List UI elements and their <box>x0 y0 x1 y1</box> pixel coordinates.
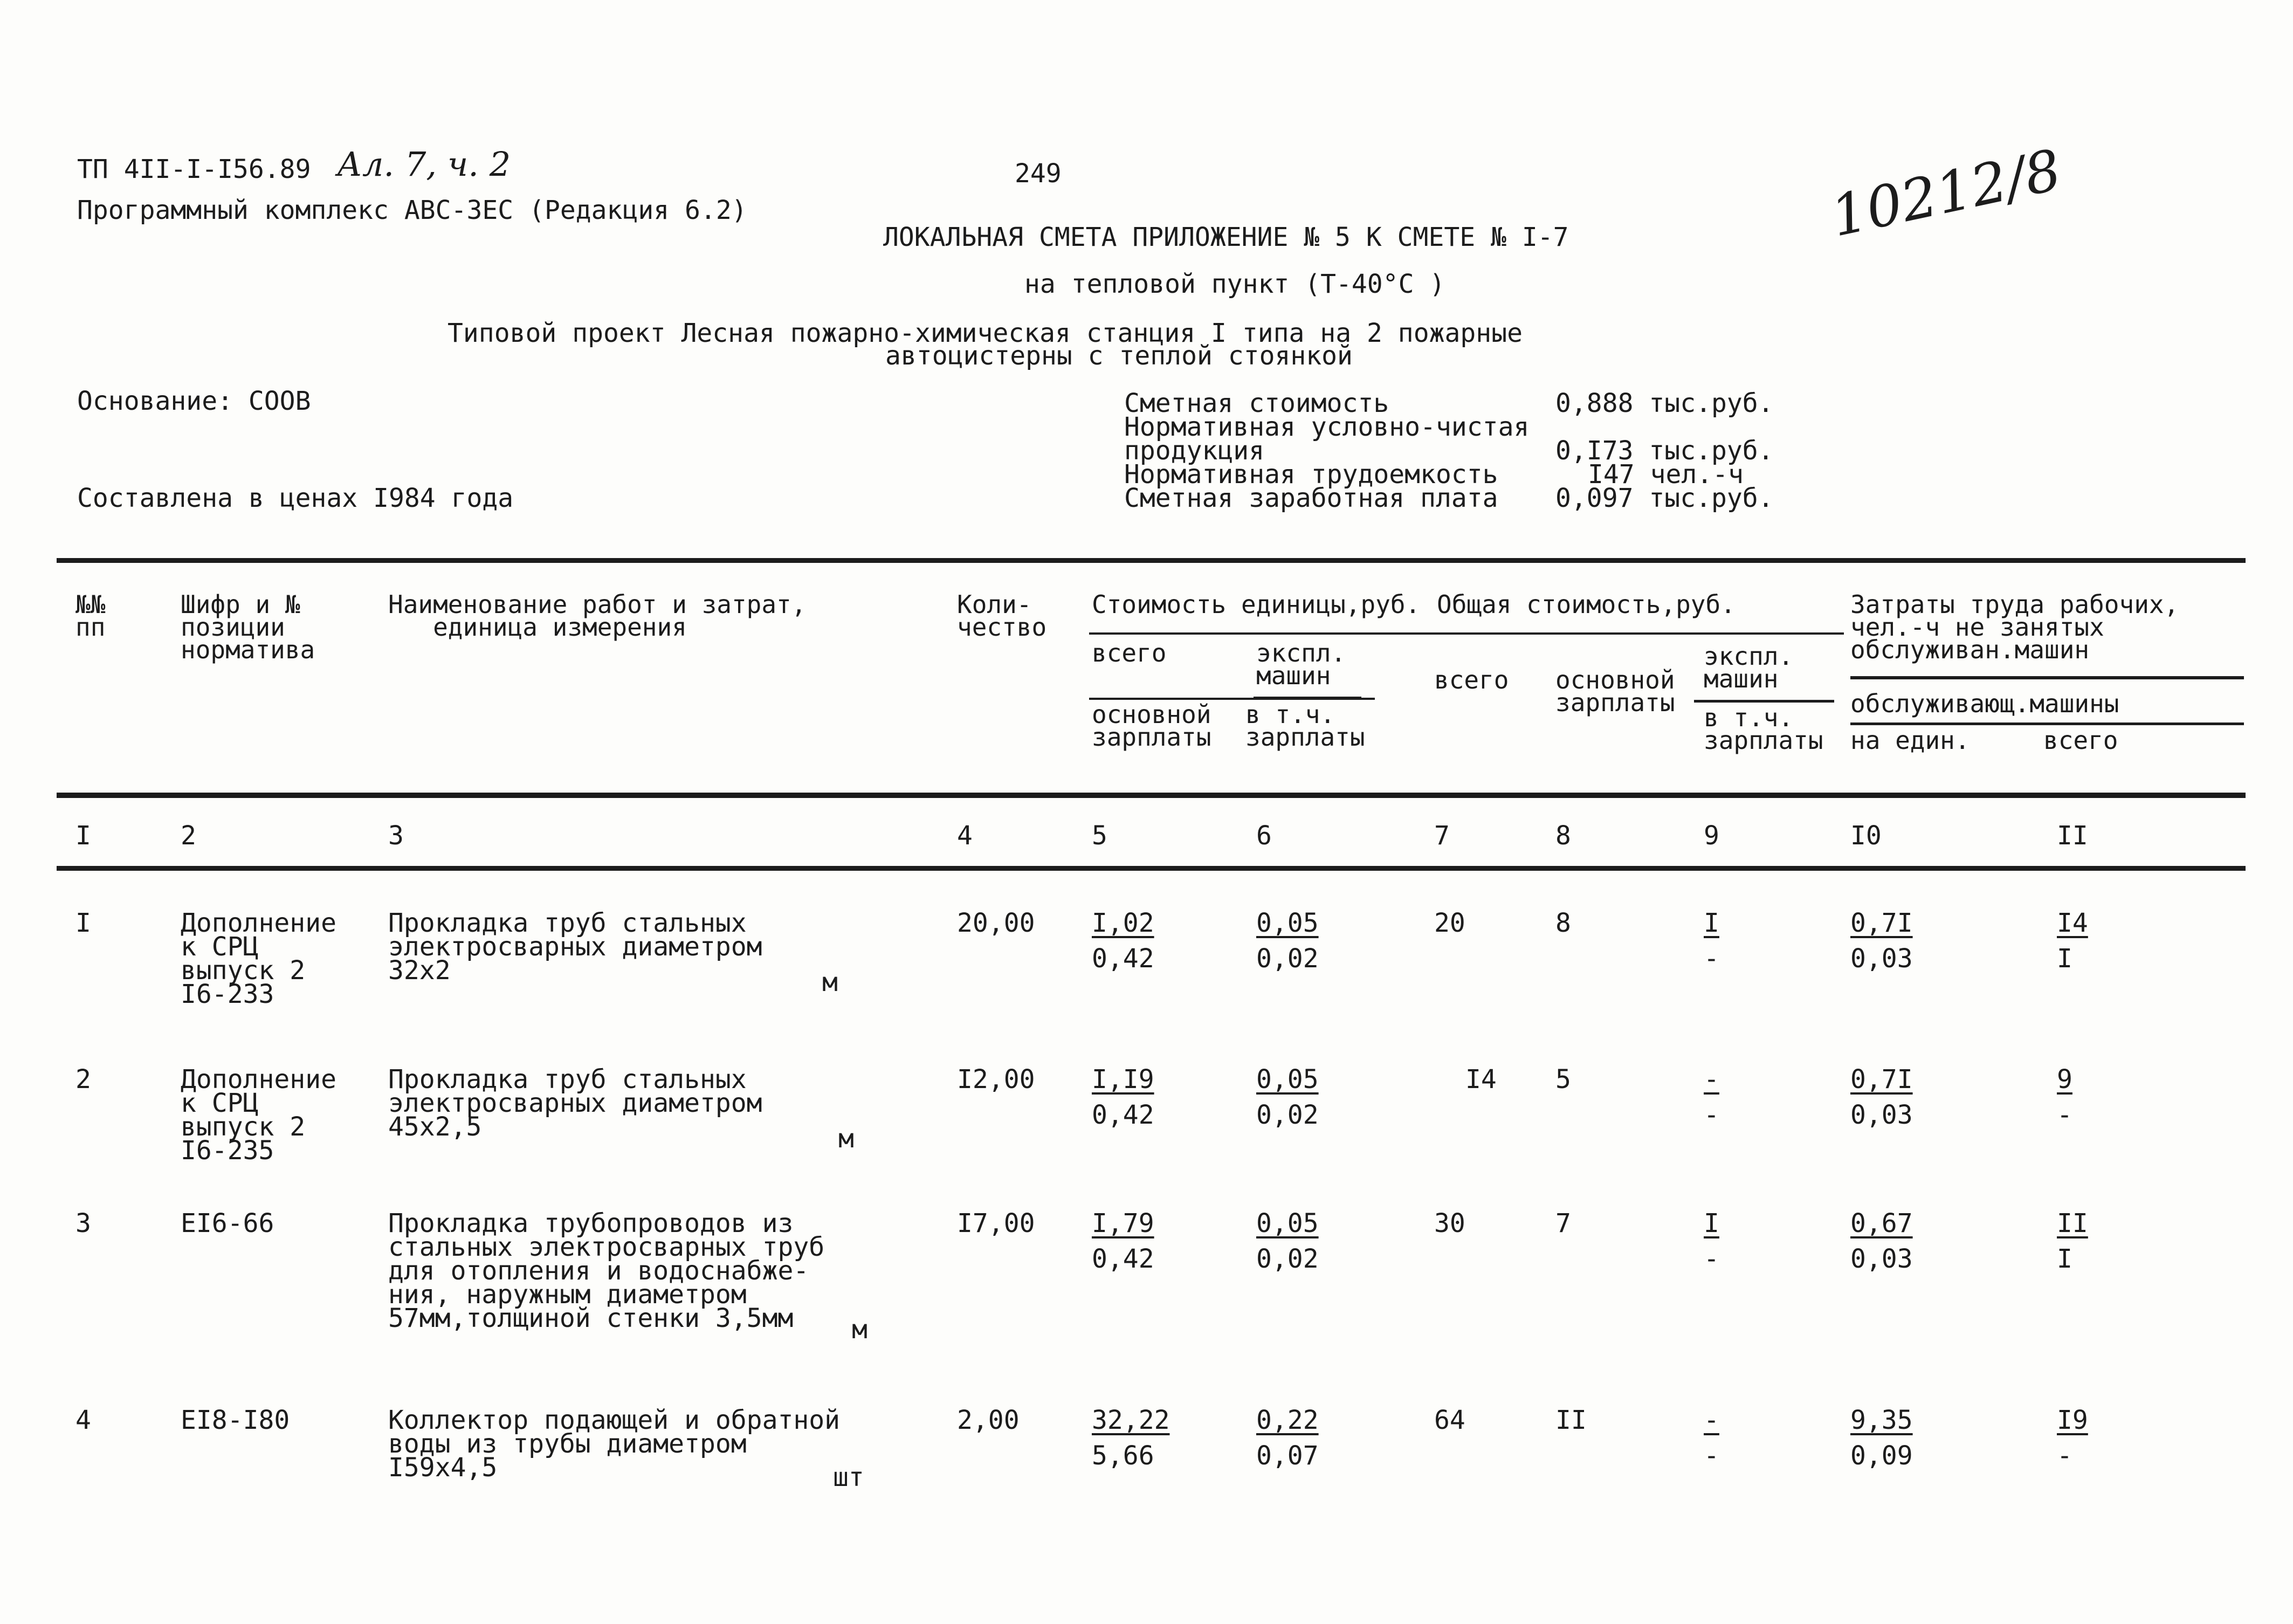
row-unit-cost-all: I,I9 <box>1092 1064 1154 1095</box>
col-header-num: №№ пп <box>75 590 106 642</box>
row-total-machines: - <box>1704 1064 1719 1095</box>
row-total-machines-wage: - <box>1704 1244 1719 1274</box>
column-number-2: 2 <box>181 821 196 851</box>
row-total-wage: 7 <box>1555 1208 1571 1238</box>
col-header-labor: Затраты труда рабочих, чел.-ч не занятых обслуживан.машин <box>1850 590 2179 664</box>
basis-line: Основание: СООВ <box>77 386 311 416</box>
row-num: 2 <box>75 1064 91 1095</box>
row-labor-total: II <box>2057 1208 2088 1238</box>
col-header-name: Наименование работ и затрат, единица измерения <box>388 590 807 642</box>
album-note: Ал. 7, ч. 2 <box>337 144 511 184</box>
col-header-qty: Коли- чество <box>957 590 1047 642</box>
row-unit-cost-wage: 0,42 <box>1092 944 1154 974</box>
col-header-uc-all: всего <box>1092 638 1167 668</box>
row-code: Дополнение к СРЦ выпуск 2 I6-233 <box>181 908 336 1009</box>
row-unit-cost-machines: 0,22 <box>1256 1405 1319 1435</box>
row-labor-serving-total: I <box>2057 1244 2072 1274</box>
row-num: I <box>75 908 91 938</box>
row-code: ЕI6-66 <box>181 1208 274 1238</box>
row-total-machines-wage: - <box>1704 1100 1719 1130</box>
column-number-3: 3 <box>388 821 404 851</box>
row-unit-cost-all: 32,22 <box>1092 1405 1170 1435</box>
row-total-machines: - <box>1704 1405 1719 1435</box>
row-unit-cost-machines-wage: 0,02 <box>1256 1244 1319 1274</box>
estimate-subtitle: на тепловой пункт (Т-40°С ) <box>1024 269 1445 299</box>
col-header-total-cost: Общая стоимость,руб. <box>1437 590 1736 619</box>
software-line: Программный комплекс АВС-ЗЕС (Редакция 6.2) <box>77 195 747 225</box>
column-number-5: 5 <box>1092 821 1107 851</box>
row-total-cost: 64 <box>1434 1405 1465 1435</box>
row-unit-cost-wage: 0,42 <box>1092 1100 1154 1130</box>
row-unit-cost-machines: 0,05 <box>1256 1208 1319 1238</box>
row-unit-cost-machines: 0,05 <box>1256 1064 1319 1095</box>
column-number-4: 4 <box>957 821 973 851</box>
row-total-machines-wage: - <box>1704 944 1719 974</box>
prices-line: Составлена в ценах I984 года <box>77 483 514 513</box>
row-unit: шт <box>833 1462 864 1492</box>
col-header-labor-total: всего <box>2043 726 2118 755</box>
row-total-wage: II <box>1555 1405 1587 1435</box>
header-rule-cost <box>1089 632 1844 635</box>
row-labor-per-unit: 0,7I <box>1850 1064 1913 1095</box>
row-labor-per-unit: 9,35 <box>1850 1405 1913 1435</box>
row-labor-per-unit: 0,7I <box>1850 908 1913 938</box>
row-total-cost: I4 <box>1465 1064 1497 1095</box>
row-unit-cost-wage: 0,42 <box>1092 1244 1154 1274</box>
row-unit-cost-machines-wage: 0,02 <box>1256 944 1319 974</box>
summary-label-cost: Сметная стоимость <box>1124 388 1389 418</box>
page-number: 249 <box>1015 159 1062 189</box>
row-unit: м <box>852 1315 867 1345</box>
document-series: ТП 4II-I-I56.89 <box>77 154 311 184</box>
row-total-cost: 20 <box>1434 908 1465 938</box>
row-labor-total: I4 <box>2057 908 2088 938</box>
table-top-rule <box>57 558 2246 563</box>
row-total-cost: 30 <box>1434 1208 1465 1238</box>
row-total-machines-wage: - <box>1704 1441 1719 1471</box>
col-header-code: Шифр и № позиции норматива <box>181 590 315 664</box>
summary-label-product: Нормативная условно-чистая продукция <box>1124 412 1530 466</box>
row-unit-cost-wage: 5,66 <box>1092 1441 1154 1471</box>
row-labor-serving-per-unit: 0,09 <box>1850 1441 1913 1471</box>
row-code: Дополнение к СРЦ выпуск 2 I6-235 <box>181 1064 336 1166</box>
row-unit-cost-machines-wage: 0,07 <box>1256 1441 1319 1471</box>
column-numbers-rule <box>57 866 2246 871</box>
col-header-labor-per-unit: на един. <box>1850 726 1970 755</box>
column-number-8: 8 <box>1555 821 1571 851</box>
row-labor-serving-total: - <box>2057 1100 2072 1130</box>
row-qty: I7,00 <box>957 1208 1035 1238</box>
row-qty: 2,00 <box>957 1405 1020 1435</box>
column-number-11: II <box>2057 821 2088 851</box>
row-unit-cost-machines-wage: 0,02 <box>1256 1100 1319 1130</box>
row-unit-cost-machines: 0,05 <box>1256 908 1319 938</box>
row-num: 3 <box>75 1208 91 1238</box>
summary-value-product: 0,I73 тыс.руб. <box>1555 436 1774 466</box>
col-header-uc-machines: экспл. машин <box>1256 638 1346 690</box>
row-labor-serving-total: - <box>2057 1441 2072 1471</box>
row-total-wage: 8 <box>1555 908 1571 938</box>
project-line-1: Типовой проект Лесная пожарно-химическая станция I типа на 2 пожарные <box>447 318 1523 348</box>
col-header-unit-cost: Стоимость единицы,руб. <box>1092 590 1421 619</box>
row-name: Прокладка трубопроводов из стальных электросварных труб для отопления и водоснабже- ния, наружным диаметром 57мм,толщиной стенки 3,5мм <box>388 1208 825 1333</box>
row-name: Коллектор подающей и обратной воды из трубы диаметром I59х4,5 <box>388 1405 841 1483</box>
summary-label-labor: Нормативная трудоемкость <box>1124 459 1498 490</box>
row-labor-total: I9 <box>2057 1405 2088 1435</box>
summary-label-wage: Сметная заработная плата <box>1124 483 1498 513</box>
header-rule-tc-machines <box>1694 700 1834 703</box>
col-header-labor-serving: обслуживающ.машины <box>1850 689 2119 718</box>
row-qty: I2,00 <box>957 1064 1035 1095</box>
row-labor-serving-total: I <box>2057 944 2072 974</box>
row-total-machines: I <box>1704 908 1719 938</box>
row-qty: 20,00 <box>957 908 1035 938</box>
row-name: Прокладка труб стальных электросварных диаметром 45х2,5 <box>388 1064 762 1142</box>
row-unit-cost-all: I,79 <box>1092 1208 1154 1238</box>
col-header-uc-base-wage: основной зарплаты <box>1092 700 1211 752</box>
col-header-tc-base-wage: основной зарплаты <box>1555 665 1675 717</box>
row-labor-serving-per-unit: 0,03 <box>1850 944 1913 974</box>
header-bottom-rule <box>57 793 2246 798</box>
summary-value-wage: 0,097 тыс.руб. <box>1555 483 1774 513</box>
row-num: 4 <box>75 1405 91 1435</box>
summary-value-cost: 0,888 тыс.руб. <box>1555 388 1774 418</box>
col-header-uc-incl-wage: в т.ч. зарплаты <box>1245 700 1365 752</box>
col-header-tc-incl-wage: в т.ч. зарплаты <box>1704 703 1823 755</box>
row-unit: м <box>838 1124 854 1154</box>
header-rule-labor <box>1850 676 2244 679</box>
col-header-tc-machines: экспл. машин <box>1704 642 1794 693</box>
estimate-title: ЛОКАЛЬНАЯ СМЕТА ПРИЛОЖЕНИЕ № 5 К СМЕТЕ № I-7 <box>883 222 1569 252</box>
project-line-2: автоцистерны с теплой стоянкой <box>885 341 1353 371</box>
archive-stamp: 10212/8 <box>1825 136 2067 250</box>
column-number-7: 7 <box>1434 821 1450 851</box>
row-labor-total: 9 <box>2057 1064 2072 1095</box>
header-rule-labor-serving <box>1850 722 2244 725</box>
row-name: Прокладка труб стальных электросварных диаметром 32х2 <box>388 908 762 986</box>
row-labor-serving-per-unit: 0,03 <box>1850 1244 1913 1274</box>
row-total-machines: I <box>1704 1208 1719 1238</box>
row-code: ЕI8-I80 <box>181 1405 290 1435</box>
summary-value-labor: I47 чел.-ч <box>1588 459 1744 490</box>
column-number-6: 6 <box>1256 821 1272 851</box>
row-labor-serving-per-unit: 0,03 <box>1850 1100 1913 1130</box>
column-number-1: I <box>75 821 91 851</box>
row-unit: м <box>822 967 838 997</box>
column-number-9: 9 <box>1704 821 1719 851</box>
column-number-10: I0 <box>1850 821 1882 851</box>
row-total-wage: 5 <box>1555 1064 1571 1095</box>
col-header-tc-all: всего <box>1434 665 1509 694</box>
row-unit-cost-all: I,02 <box>1092 908 1154 938</box>
row-labor-per-unit: 0,67 <box>1850 1208 1913 1238</box>
